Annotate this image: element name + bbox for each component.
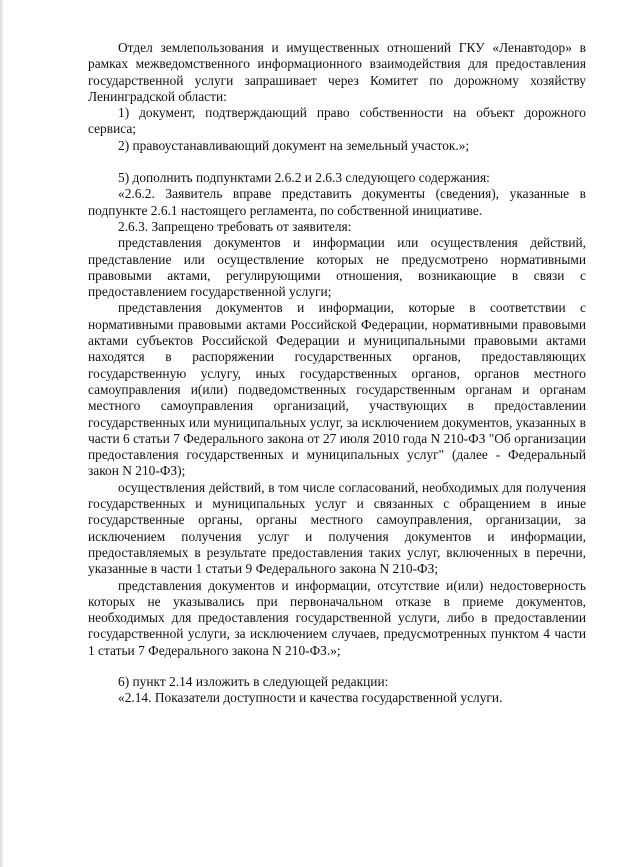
spacer [88, 659, 586, 674]
paragraph-prohibition-1: представления документов и информации или осуществления действий, представление или осуществление которых не предусмотрено нормативными правовыми актами, регулирующими отношения, возникающие в связи с предоставлением государственной услуги; [88, 235, 586, 300]
paragraph-item-2-land-title-document: 2) правоустанавливающий документ на земельный участок.»; [118, 137, 470, 153]
spacer [88, 154, 586, 170]
paragraph-clause-2-6-2: «2.6.2. Заявитель вправе представить документы (сведения), указанные в подпункте 2.6.1 настоящего регламента, по собственной инициативе. [88, 186, 586, 218]
paragraph-request-intro: Отдел землепользования и имущественных отношений ГКУ «Ленавтодор» в рамках межведомственного информационного взаимодействия для предоставления государственной услуги запрашивает через Комитет по дорожному хозяйству Ленинградской области: [88, 40, 586, 104]
document-page [88, 40, 586, 707]
paragraph-amendment-5: 5) дополнить подпунктами 2.6.2 и 2.6.3 следующего содержания: [118, 170, 490, 186]
scan-edge-shadow [0, 0, 4, 867]
paragraph-prohibition-3: осуществления действий, в том числе согласований, необходимых для получения государственных и муниципальных услуг и связанных с обращением в иные государственные органы, органы местного самоуправления, организации, за исключением получения услуг и получения документов и информации, предоставляемых в результате предоставления таких услуг, включенных в перечни, указанные в части 1 статьи 9 Федерального закона N 210-ФЗ; [88, 479, 586, 577]
paragraph-clause-2-6-3: 2.6.3. Запрещено требовать от заявителя: [118, 218, 352, 234]
paragraph-amendment-6: 6) пункт 2.14 изложить в следующей редакции: [118, 673, 389, 689]
paragraph-item-1-ownership-document: 1) документ, подтверждающий право собственности на объект дорожного сервиса; [88, 105, 586, 137]
paragraph-prohibition-4: представления документов и информации, отсутствие и(или) недостоверность которых не указывались при первоначальном отказе в приеме документов, необходимых для предоставления государственной услуги, либо в предоставлении государственной услуги, за исключением случаев, предусмотренных пунктом 4 части 1 статьи 7 Федерального закона N 210-ФЗ.»; [88, 577, 586, 658]
paragraph-clause-2-14: «2.14. Показатели доступности и качества государственной услуги. [118, 690, 503, 706]
paragraph-prohibition-2: представления документов и информации, которые в соответствии с нормативными правовыми актами Российской Федерации, нормативными правовыми актами субъектов Российской Федерации и муниципальными правовыми актами находятся в распоряжении государственных органов, предоставляющих государственную услугу, иных государственных органов, органов местного самоуправления и(или) подведомственных государственным органам и органам местного самоуправления организаций, участвующих в предоставлении государственных или муниципальных услуг, за исключением документов, указанных в части 6 статьи 7 Федерального закона от 27 июля 2010 года N 210-ФЗ "Об организации предоставления государственных и муниципальных услуг" (далее - Федеральный закон N 210-ФЗ); [88, 300, 586, 479]
